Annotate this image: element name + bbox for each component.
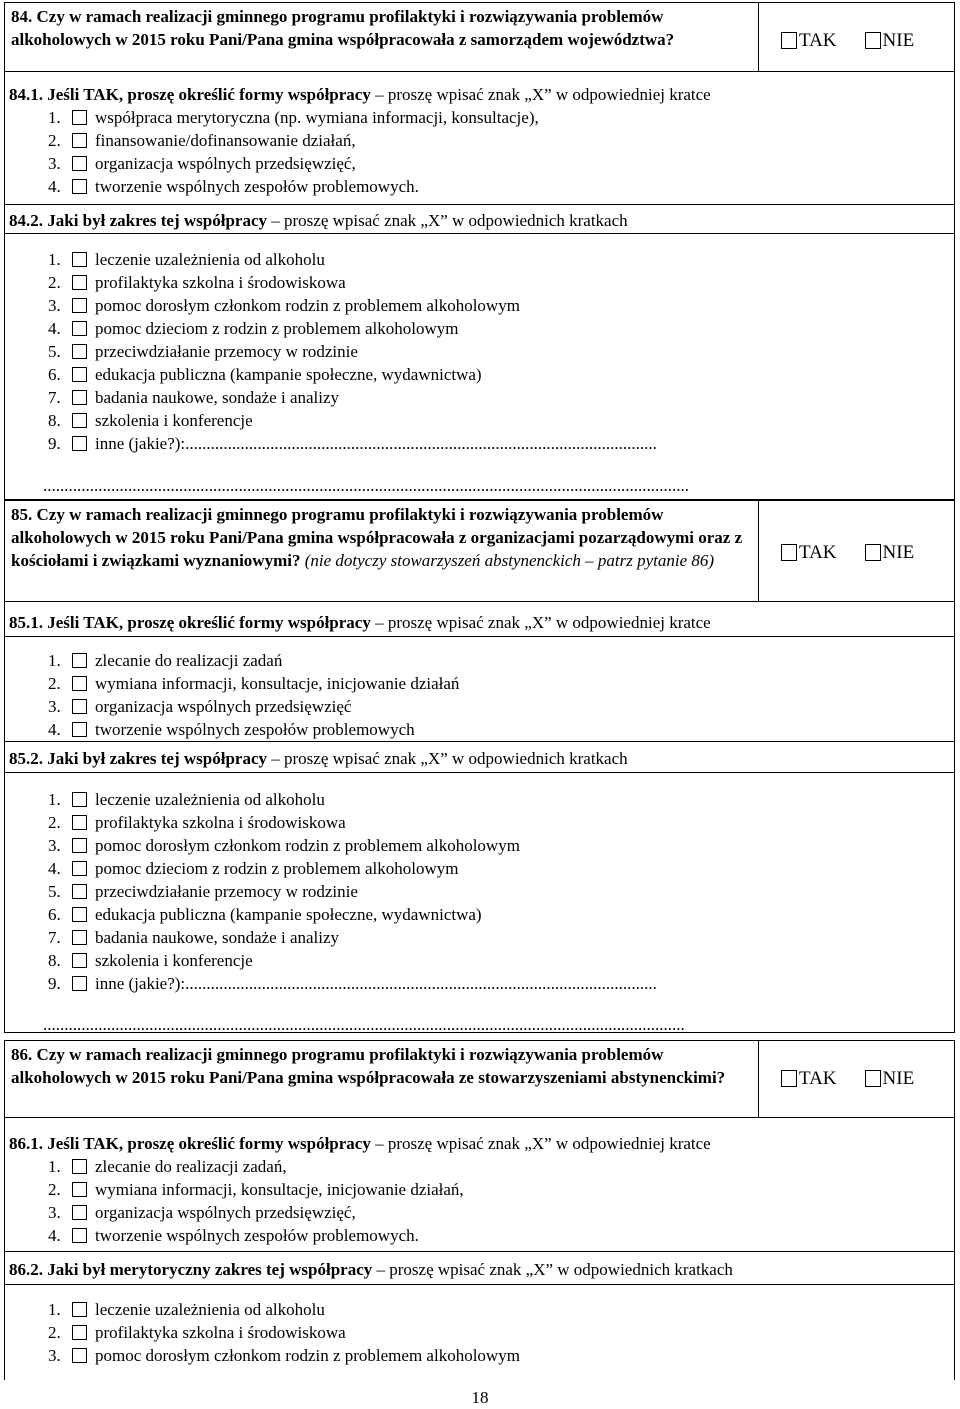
divider: [5, 204, 954, 205]
checkbox[interactable]: [72, 907, 87, 922]
checkbox[interactable]: [72, 110, 87, 125]
q86-box: [4, 1040, 955, 1380]
list-item: [48, 175, 539, 198]
q86-2-list: [48, 1298, 520, 1367]
q85-answer-group: [781, 541, 914, 564]
item-label: pomoc dorosłym członkom rodzin z problemem alkoholowym: [95, 1346, 520, 1365]
item-number: 4.: [48, 319, 61, 338]
item-number: 3.: [48, 836, 61, 855]
checkbox[interactable]: [72, 1228, 87, 1243]
item-number: 2.: [48, 131, 61, 150]
item-label: tworzenie wspólnych zespołów problemowych.: [95, 1226, 419, 1245]
item-number: 1.: [48, 651, 61, 670]
tak-checkbox[interactable]: [781, 544, 797, 561]
checkbox[interactable]: [72, 976, 87, 991]
checkbox[interactable]: [72, 838, 87, 853]
divider: [5, 71, 954, 72]
item-number: 4.: [48, 177, 61, 196]
q84-2-heading: 84.2. Jaki był zakres tej współpracy – proszę wpisać znak „X” w odpowiednich kratkach: [9, 211, 628, 230]
item-label: tworzenie wspólnych zespołów problemowych: [95, 720, 415, 739]
checkbox[interactable]: [72, 275, 87, 290]
item-label: inne (jakie?):...............................................................................................................: [95, 434, 657, 453]
checkbox[interactable]: [72, 436, 87, 451]
item-number: 7.: [48, 388, 61, 407]
item-number: 9.: [48, 974, 61, 993]
checkbox[interactable]: [72, 252, 87, 267]
q84-question: 84. Czy w ramach realizacji gminnego programu profilaktyki i rozwiązywania problemów alkoholowych w 2015 roku Pani/Pana gmina współpracowała z samorządem województwa?: [5, 3, 759, 71]
item-number: 7.: [48, 928, 61, 947]
nie-label: NIE: [882, 542, 915, 563]
item-number: 6.: [48, 365, 61, 384]
list-item: [48, 949, 657, 972]
checkbox[interactable]: [72, 179, 87, 194]
item-label: przeciwdziałanie przemocy w rodzinie: [95, 342, 358, 361]
checkbox[interactable]: [72, 1325, 87, 1340]
item-label: badania naukowe, sondaże i analizy: [95, 388, 340, 407]
checkbox[interactable]: [72, 133, 87, 148]
item-label: leczenie uzależnienia od alkoholu: [95, 1300, 325, 1319]
item-label: profilaktyka szkolna i środowiskowa: [95, 813, 346, 832]
list-item: [48, 363, 657, 386]
item-label: leczenie uzależnienia od alkoholu: [95, 250, 325, 269]
item-number: 4.: [48, 859, 61, 878]
checkbox[interactable]: [72, 321, 87, 336]
item-number: 2.: [48, 273, 61, 292]
checkbox[interactable]: [72, 676, 87, 691]
item-label: zlecanie do realizacji zadań: [95, 651, 283, 670]
checkbox[interactable]: [72, 156, 87, 171]
item-number: 5.: [48, 342, 61, 361]
list-item: [48, 903, 657, 926]
q86-1-heading: 86.1. Jeśli TAK, proszę określić formy współpracy – proszę wpisać znak „X” w odpowiedniej kratce: [9, 1134, 711, 1153]
item-number: 3.: [48, 1203, 61, 1222]
checkbox[interactable]: [72, 792, 87, 807]
list-item: [48, 317, 657, 340]
q86-answer-group: [781, 1067, 914, 1090]
checkbox[interactable]: [72, 653, 87, 668]
divider: [5, 772, 954, 773]
list-item: [48, 718, 459, 741]
list-item: [48, 1298, 520, 1321]
q84-box: [4, 2, 955, 500]
list-item: [48, 152, 539, 175]
checkbox[interactable]: [72, 1159, 87, 1174]
divider: [5, 1284, 954, 1285]
item-label: tworzenie wspólnych zespołów problemowych.: [95, 177, 419, 196]
nie-checkbox[interactable]: [865, 544, 881, 561]
item-label: pomoc dorosłym członkom rodzin z problemem alkoholowym: [95, 296, 520, 315]
item-number: 3.: [48, 697, 61, 716]
list-item: [48, 834, 657, 857]
divider: [5, 233, 954, 234]
checkbox[interactable]: [72, 699, 87, 714]
nie-label: NIE: [882, 1068, 915, 1089]
list-item: [48, 106, 539, 129]
checkbox[interactable]: [72, 390, 87, 405]
checkbox[interactable]: [72, 1182, 87, 1197]
item-number: 3.: [48, 154, 61, 173]
item-label: inne (jakie?):...............................................................................................................: [95, 974, 657, 993]
tak-checkbox[interactable]: [781, 1070, 797, 1087]
q86-2-heading: 86.2. Jaki był merytoryczny zakres tej współpracy – proszę wpisać znak „X” w odpowiednich kratkach: [9, 1260, 733, 1279]
checkbox[interactable]: [72, 1205, 87, 1220]
item-label: profilaktyka szkolna i środowiskowa: [95, 273, 346, 292]
divider: [5, 1251, 954, 1252]
divider: [5, 741, 954, 742]
q85-1-list: [48, 649, 459, 741]
item-label: wymiana informacji, konsultacje, inicjowanie działań,: [95, 1180, 464, 1199]
list-item: [48, 1201, 464, 1224]
list-item: [48, 409, 657, 432]
item-label: pomoc dzieciom z rodzin z problemem alkoholowym: [95, 319, 459, 338]
item-label: finansowanie/dofinansowanie działań,: [95, 131, 356, 150]
q84-1-heading: 84.1. Jeśli TAK, proszę określić formy współpracy – proszę wpisać znak „X” w odpowiedniej kratce: [9, 85, 711, 104]
tak-label: TAK: [799, 1068, 837, 1089]
tak-checkbox[interactable]: [781, 32, 797, 49]
item-label: pomoc dorosłym członkom rodzin z problemem alkoholowym: [95, 836, 520, 855]
item-label: organizacja wspólnych przedsięwzięć,: [95, 154, 356, 173]
page-number: 18: [471, 1388, 489, 1407]
item-number: 1.: [48, 1157, 61, 1176]
item-label: współpraca merytoryczna (np. wymiana informacji, konsultacje),: [95, 108, 539, 127]
list-item: [48, 695, 459, 718]
list-item: [48, 811, 657, 834]
item-label: szkolenia i konferencje: [95, 411, 253, 430]
checkbox[interactable]: [72, 953, 87, 968]
q86-question: 86. Czy w ramach realizacji gminnego programu profilaktyki i rozwiązywania problemów alkoholowych w 2015 roku Pani/Pana gmina współpracowała ze stowarzyszeniami abstynenckimi?: [5, 1041, 759, 1117]
item-number: 1.: [48, 108, 61, 127]
item-number: 9.: [48, 434, 61, 453]
q85-box: [4, 500, 955, 1033]
list-item: [48, 1178, 464, 1201]
item-number: 2.: [48, 1323, 61, 1342]
checkbox[interactable]: [72, 413, 87, 428]
q84-1-list: [48, 106, 539, 198]
item-label: organizacja wspólnych przedsięwzięć: [95, 697, 352, 716]
list-item: [48, 271, 657, 294]
checkbox[interactable]: [72, 1348, 87, 1363]
q84-2-other-dots[interactable]: ........................................................................................................................................................: [43, 476, 689, 495]
q86-1-list: [48, 1155, 464, 1247]
item-number: 5.: [48, 882, 61, 901]
checkbox[interactable]: [72, 930, 87, 945]
list-item: [48, 340, 657, 363]
item-number: 4.: [48, 720, 61, 739]
list-item: [48, 788, 657, 811]
nie-checkbox[interactable]: [865, 32, 881, 49]
item-label: pomoc dzieciom z rodzin z problemem alkoholowym: [95, 859, 459, 878]
checkbox[interactable]: [72, 815, 87, 830]
item-number: 1.: [48, 250, 61, 269]
item-number: 3.: [48, 296, 61, 315]
divider: [5, 1117, 954, 1118]
nie-checkbox[interactable]: [865, 1070, 881, 1087]
item-label: przeciwdziałanie przemocy w rodzinie: [95, 882, 358, 901]
list-item: [48, 880, 657, 903]
list-item: [48, 972, 657, 995]
item-label: badania naukowe, sondaże i analizy: [95, 928, 340, 947]
q84-2-list: [48, 248, 657, 455]
item-number: 2.: [48, 813, 61, 832]
q85-question: 85. Czy w ramach realizacji gminnego programu profilaktyki i rozwiązywania problemów alkoholowych w 2015 roku Pani/Pana gmina współpracowała z organizacjami pozarządowymi oraz z kościołami i związkami wyznaniowymi? (nie dotyczy stowarzyszeń abstynenckich – patrz pytanie 86): [5, 501, 759, 601]
list-item: [48, 129, 539, 152]
item-number: 3.: [48, 1346, 61, 1365]
list-item: [48, 1321, 520, 1344]
item-label: zlecanie do realizacji zadań,: [95, 1157, 287, 1176]
item-number: 8.: [48, 951, 61, 970]
list-item: [48, 649, 459, 672]
checkbox[interactable]: [72, 298, 87, 313]
item-label: wymiana informacji, konsultacje, inicjowanie działań: [95, 674, 460, 693]
list-item: [48, 294, 657, 317]
list-item: [48, 926, 657, 949]
checkbox[interactable]: [72, 367, 87, 382]
item-number: 2.: [48, 1180, 61, 1199]
q84-answer-group: [781, 29, 914, 52]
nie-label: NIE: [882, 30, 915, 51]
list-item: [48, 1344, 520, 1367]
item-number: 8.: [48, 411, 61, 430]
item-number: 2.: [48, 674, 61, 693]
item-label: edukacja publiczna (kampanie społeczne, wydawnictwa): [95, 365, 482, 384]
list-item: [48, 386, 657, 409]
item-number: 6.: [48, 905, 61, 924]
item-number: 1.: [48, 1300, 61, 1319]
tak-label: TAK: [799, 542, 837, 563]
list-item: [48, 1224, 464, 1247]
list-item: [48, 248, 657, 271]
item-label: leczenie uzależnienia od alkoholu: [95, 790, 325, 809]
q85-2-other-dots[interactable]: .......................................................................................................................................................: [43, 1015, 685, 1034]
q85-2-heading: 85.2. Jaki był zakres tej współpracy – proszę wpisać znak „X” w odpowiednich kratkach: [9, 749, 628, 768]
item-label: szkolenia i konferencje: [95, 951, 253, 970]
list-item: [48, 1155, 464, 1178]
divider: [5, 636, 954, 637]
tak-label: TAK: [799, 30, 837, 51]
item-label: edukacja publiczna (kampanie społeczne, wydawnictwa): [95, 905, 482, 924]
checkbox[interactable]: [72, 884, 87, 899]
item-label: profilaktyka szkolna i środowiskowa: [95, 1323, 346, 1342]
checkbox[interactable]: [72, 1302, 87, 1317]
checkbox[interactable]: [72, 344, 87, 359]
checkbox[interactable]: [72, 861, 87, 876]
list-item: [48, 857, 657, 880]
item-number: 1.: [48, 790, 61, 809]
divider: [5, 601, 954, 602]
list-item: [48, 432, 657, 455]
item-number: 4.: [48, 1226, 61, 1245]
checkbox[interactable]: [72, 722, 87, 737]
q85-2-list: [48, 788, 657, 995]
item-label: organizacja wspólnych przedsięwzięć,: [95, 1203, 356, 1222]
q85-1-heading: 85.1. Jeśli TAK, proszę określić formy współpracy – proszę wpisać znak „X” w odpowiedniej kratce: [9, 613, 711, 632]
list-item: [48, 672, 459, 695]
